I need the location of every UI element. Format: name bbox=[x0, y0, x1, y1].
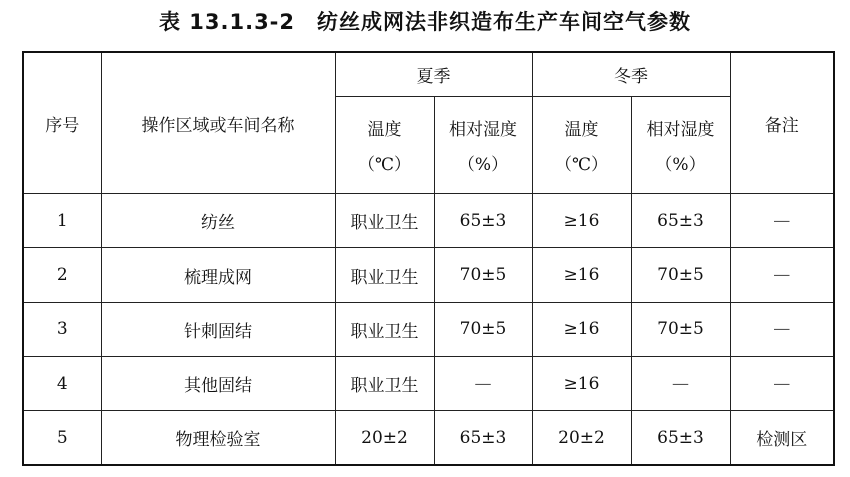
cell-remark: — bbox=[730, 248, 834, 302]
winter-humidity-unit: （%） bbox=[655, 154, 706, 175]
cell-index: 2 bbox=[23, 248, 101, 302]
cell-winter-humidity: — bbox=[631, 356, 730, 410]
cell-winter-humidity: 70±5 bbox=[631, 302, 730, 356]
header-winter: 冬季 bbox=[532, 52, 730, 96]
cell-summer-humidity: 70±5 bbox=[434, 302, 532, 356]
summer-humidity-label: 相对湿度 bbox=[449, 119, 517, 140]
table-row bbox=[23, 302, 834, 356]
cell-index: 5 bbox=[23, 411, 101, 465]
header-summer-humidity bbox=[434, 96, 532, 193]
cell-index: 4 bbox=[23, 356, 101, 410]
cell-winter-temperature: ≥16 bbox=[532, 356, 631, 410]
table-caption: 表 13.1.3-2 纺丝成网法非织造布生产车间空气参数 bbox=[158, 10, 692, 34]
header-summer-temperature bbox=[335, 96, 434, 193]
table-row bbox=[23, 411, 834, 465]
header-remark: 备注 bbox=[730, 52, 834, 194]
cell-summer-temperature: 职业卫生 bbox=[335, 302, 434, 356]
cell-index: 1 bbox=[23, 194, 101, 248]
winter-temperature-label: 温度 bbox=[564, 119, 599, 140]
summer-temperature-label: 温度 bbox=[367, 119, 402, 140]
cell-remark: — bbox=[730, 194, 834, 248]
cell-remark: — bbox=[730, 302, 834, 356]
cell-summer-humidity: — bbox=[434, 356, 532, 410]
air-parameters-table bbox=[22, 51, 835, 466]
table-row bbox=[23, 248, 834, 302]
summer-humidity-unit: （%） bbox=[457, 154, 509, 175]
cell-winter-humidity: 65±3 bbox=[631, 194, 730, 248]
summer-temperature-unit: （℃） bbox=[357, 154, 412, 175]
table-row bbox=[23, 356, 834, 410]
cell-summer-temperature: 职业卫生 bbox=[335, 194, 434, 248]
cell-index: 3 bbox=[23, 302, 101, 356]
cell-summer-humidity: 65±3 bbox=[434, 411, 532, 465]
header-winter-temperature bbox=[532, 96, 631, 193]
cell-winter-humidity: 70±5 bbox=[631, 248, 730, 302]
header-summer: 夏季 bbox=[335, 52, 532, 96]
cell-area: 针刺固结 bbox=[101, 302, 335, 356]
table-row bbox=[23, 194, 834, 248]
header-index: 序号 bbox=[23, 52, 101, 194]
header-area: 操作区域或车间名称 bbox=[101, 52, 335, 194]
cell-winter-temperature: 20±2 bbox=[532, 411, 631, 465]
cell-area: 纺丝 bbox=[101, 194, 335, 248]
winter-temperature-unit: （℃） bbox=[554, 154, 609, 175]
cell-area: 梳理成网 bbox=[101, 248, 335, 302]
cell-summer-humidity: 65±3 bbox=[434, 194, 532, 248]
cell-summer-temperature: 职业卫生 bbox=[335, 248, 434, 302]
cell-remark: 检测区 bbox=[730, 411, 834, 465]
cell-winter-temperature: ≥16 bbox=[532, 248, 631, 302]
cell-area: 其他固结 bbox=[101, 356, 335, 410]
cell-remark: — bbox=[730, 356, 834, 410]
cell-winter-humidity: 65±3 bbox=[631, 411, 730, 465]
cell-summer-temperature: 职业卫生 bbox=[335, 356, 434, 410]
cell-winter-temperature: ≥16 bbox=[532, 302, 631, 356]
header-winter-humidity bbox=[631, 96, 730, 193]
cell-summer-temperature: 20±2 bbox=[335, 411, 434, 465]
cell-winter-temperature: ≥16 bbox=[532, 194, 631, 248]
header-row-seasons bbox=[23, 52, 834, 96]
cell-area: 物理检验室 bbox=[101, 411, 335, 465]
winter-humidity-label: 相对湿度 bbox=[646, 119, 715, 140]
cell-summer-humidity: 70±5 bbox=[434, 248, 532, 302]
